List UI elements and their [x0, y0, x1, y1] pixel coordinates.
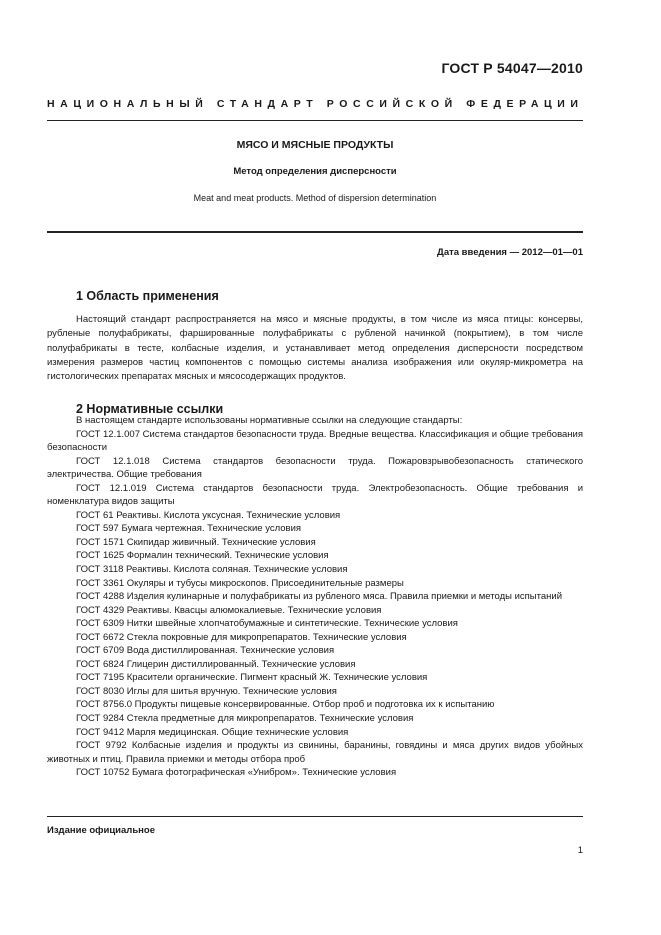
reference-item: ГОСТ 1625 Формалин технический. Технические условия	[76, 550, 329, 562]
reference-item: ГОСТ 9284 Стекла предметные для микропрепаратов. Технические условия	[76, 713, 414, 725]
reference-item: ГОСТ 597 Бумага чертежная. Технические условия	[76, 523, 302, 535]
reference-item: ГОСТ 6709 Вода дистиллированная. Технические условия	[76, 645, 335, 657]
reference-item: ГОСТ 12.1.019 Система стандартов безопасности труда. Электробезопасность. Общие требования и номенклатура видов защиты	[47, 482, 583, 508]
edition-label: Издание официальное	[47, 825, 155, 836]
reference-item: ГОСТ 9412 Марля медицинская. Общие технические условия	[76, 726, 349, 738]
title-divider	[47, 231, 583, 233]
references-list	[47, 414, 583, 780]
english-title: Meat and meat products. Method of dispersion determination	[193, 193, 437, 203]
reference-item: ГОСТ 1571 Скипидар живичный. Технические условия	[76, 536, 316, 548]
introduction-date: Дата введения — 2012—01—01	[437, 247, 583, 258]
standard-number: ГОСТ Р 54047—2010	[441, 60, 583, 76]
document-title: МЯСО И МЯСНЫЕ ПРОДУКТЫ	[236, 139, 394, 151]
document-subtitle: Метод определения дисперсности	[233, 166, 397, 177]
reference-item: ГОСТ 3118 Реактивы. Кислота соляная. Технические условия	[76, 564, 348, 576]
page-number: 1	[577, 845, 583, 856]
reference-item: ГОСТ 8030 Иглы для шитья вручную. Технические условия	[76, 685, 337, 697]
reference-item: ГОСТ 6672 Стекла покровные для микропрепаратов. Технические условия	[76, 631, 407, 643]
references-intro: В настоящем стандарте использованы нормативные ссылки на следующие стандарты:	[76, 415, 463, 426]
reference-item: ГОСТ 8756.0 Продукты пищевые консервированные. Отбор проб и подготовка их к испытанию	[76, 699, 495, 711]
reference-item: ГОСТ 12.1.007 Система стандартов безопасности труда. Вредные вещества. Классификация и общие требования безопасности	[47, 428, 583, 454]
reference-item: ГОСТ 3361 Окуляры и тубусы микроскопов. Присоединительные размеры	[76, 577, 404, 589]
footer-divider	[47, 816, 583, 817]
reference-item: ГОСТ 12.1.018 Система стандартов безопасности труда. Пожаровзрывобезопасность статического электричества. Общие требования	[47, 455, 583, 481]
header-divider	[47, 120, 583, 121]
section-1-heading: 1 Область применения	[76, 289, 219, 303]
reference-item: ГОСТ 6824 Глицерин дистиллированный. Технические условия	[76, 658, 356, 670]
national-standard-line: НАЦИОНАЛЬНЫЙ СТАНДАРТ РОССИЙСКОЙ ФЕДЕРАЦИИ	[47, 98, 584, 110]
reference-item: ГОСТ 4329 Реактивы. Квасцы алюмокалиевые. Технические условия	[76, 604, 382, 616]
reference-item: ГОСТ 10752 Бумага фотографическая «Унибром». Технические условия	[76, 767, 397, 779]
section-2-heading: 2 Нормативные ссылки	[76, 402, 224, 416]
reference-item: ГОСТ 61 Реактивы. Кислота уксусная. Технические условия	[76, 509, 341, 521]
reference-item: ГОСТ 7195 Красители органические. Пигмент красный Ж. Технические условия	[76, 672, 428, 684]
reference-item: ГОСТ 9792 Колбасные изделия и продукты из свинины, баранины, говядины и мяса других видов убойных животных и птиц. Правила приемки и методы отбора проб	[47, 740, 583, 765]
reference-item: ГОСТ 4288 Изделия кулинарные и полуфабрикаты из рубленого мяса. Правила приемки и методы испытаний	[76, 591, 563, 603]
reference-item: ГОСТ 6309 Нитки швейные хлопчатобумажные и синтетические. Технические условия	[76, 618, 458, 630]
section-1-text: Настоящий стандарт распространяется на мясо и мясные продукты, в том числе из мяса птицы: консервы, рубленые полуфабрикаты, фаршированные полуфабрикаты с рубленой начинкой (покрытием), в том числе полуфабрикаты в тесте, колбасные изделия, и устанавливает метод определения дисперсности посредством измерения размеров частиц компонентов с помощью системы анализа изображения или окуляр-микрометра на гистологических препаратах мясных и мясосодержащих продуктов.	[47, 314, 583, 383]
